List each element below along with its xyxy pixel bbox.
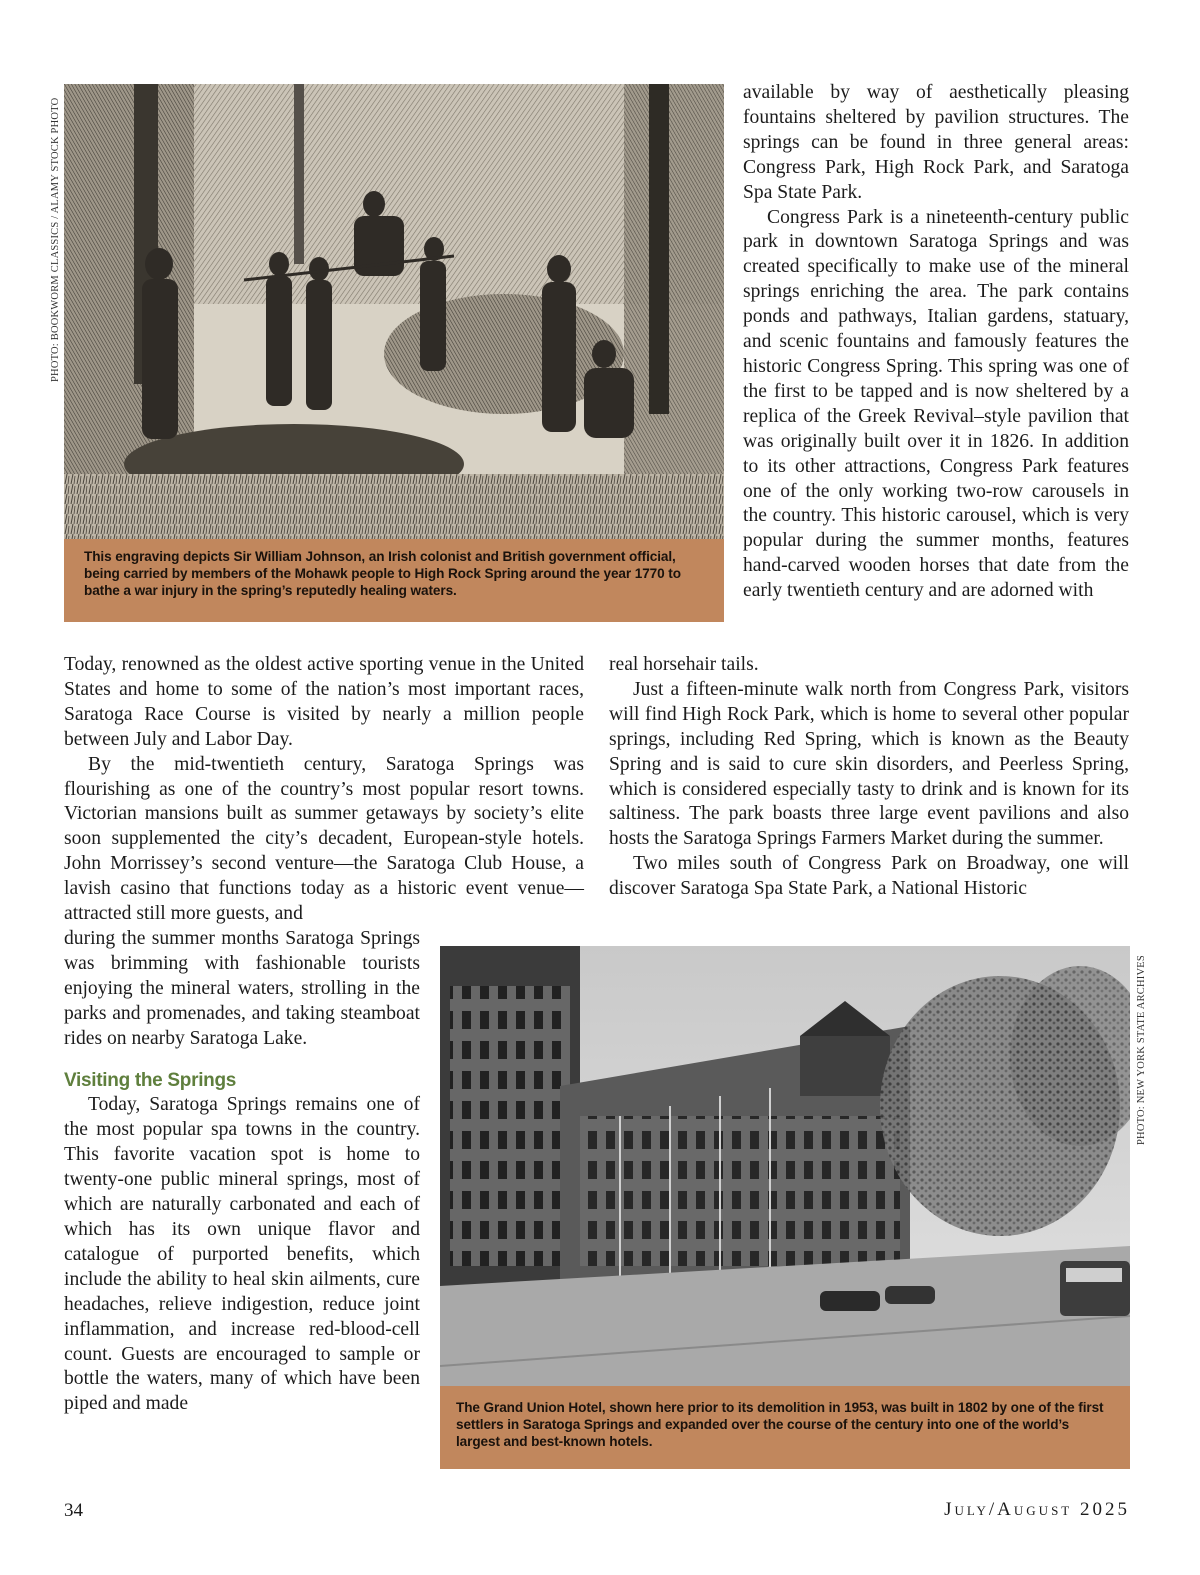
paragraph: By the mid-twentieth century, Saratoga Springs was flourishing as one of the country’s most popular resort towns. Victorian mansions built as summer getaways by society’s elite soon supplemented the city’s decadent, European-style hotels. John Morrissey’s second venture—the Saratoga Club House, a lavish casino that functions today as a historic event venue—attracted still more guests, and — [64, 753, 584, 925]
grand-union-hotel-photo — [440, 946, 1130, 1386]
section-heading: Visiting the Springs — [64, 1069, 237, 1091]
page-number: 34 — [64, 1500, 83, 1521]
paragraph: during the summer months Saratoga Springs was brimming with fashionable tourists enjoying the mineral waters, strolling in the parks and promenades, and taking steamboat rides on nearby Saratoga Lake. — [64, 928, 420, 1049]
engraving-caption-text: This engraving depicts Sir William Johnson, an Irish colonist and British government official, being carried by members of the Mohawk people to High Rock Spring around the year 1770 to bathe a war injury in the spring’s reputedly healing waters. — [84, 549, 681, 598]
issue-date: July/August 2025 — [944, 1499, 1130, 1520]
left-column-lower — [64, 927, 420, 1417]
photo-credit-hotel: PHOTO: NEW YORK STATE ARCHIVES — [1136, 955, 1147, 1145]
engraving-caption — [64, 539, 724, 622]
paragraph: Today, renowned as the oldest active sporting venue in the United States and home to some of the nation’s most important races, Saratoga Race Course is visited by nearly a million people between July and Labor Day. — [64, 654, 584, 750]
engraving-illustration — [64, 84, 724, 539]
paragraph: available by way of aesthetically pleasing fountains sheltered by pavilion structures. The springs can be found in three general areas: Congress Park, High Rock Park, and Saratoga Spa State Park. — [743, 82, 1129, 203]
paragraph: real horsehair tails. — [609, 654, 759, 675]
photo-credit-engraving: PHOTO: BOOKWORM CLASSICS / ALAMY STOCK PHOTO — [50, 97, 61, 382]
right-column-top — [743, 81, 1129, 604]
paragraph: Just a fifteen-minute walk north from Congress Park, visitors will find High Rock Park, which is home to several other popular springs, including Red Spring, which is known as the Beauty Spring and is said to cure skin disorders, and Peerless Spring, which is considered especially tasty to drink and is known for its saltiness. The park boasts three large event pavilions and also hosts the Saratoga Springs Farmers Market during the summer. — [609, 678, 1129, 850]
paragraph: Two miles south of Congress Park on Broadway, one will discover Saratoga Spa State Park, a National Historic — [609, 853, 1129, 900]
paragraph: Today, Saratoga Springs remains one of the most popular spa towns in the country. This favorite vacation spot is home to twenty-one public mineral springs, most of which are naturally carbonated and each of which has its own unique flavor and catalogue of purported benefits, which include the ability to heal skin ailments, cure headaches, relieve indigestion, reduce joint inflammation, and increase red-blood-cell count. Guests are encouraged to sample or bottle the waters, many of which have been piped and made — [64, 1094, 420, 1415]
paragraph: Congress Park is a nineteenth-century public park in downtown Saratoga Springs and was created specifically to make use of the mineral springs enriching the area. The park contains ponds and pathways, Italian gardens, statuary, and scenic fountains and famously features the historic Congress Spring. This spring was one of the first to be tapped and is now sheltered by a replica of the Greek Revival–style pavilion that was originally built over it in 1826. In addition to its other attractions, Congress Park features one of the only working two-row carousels in the country. This historic carousel, which is very popular during the summer months, features hand-carved wooden horses that date from the early twentieth century and are adorned with — [743, 206, 1129, 602]
left-column-middle — [64, 653, 584, 927]
hotel-caption-text: The Grand Union Hotel, shown here prior to its demolition in 1953, was built in 1802 by one of the first settlers in Saratoga Springs and expanded over the course of the century into one of the world’s largest and best-known hotels. — [456, 1400, 1104, 1449]
right-column-middle — [609, 653, 1129, 902]
hotel-caption — [440, 1386, 1130, 1469]
